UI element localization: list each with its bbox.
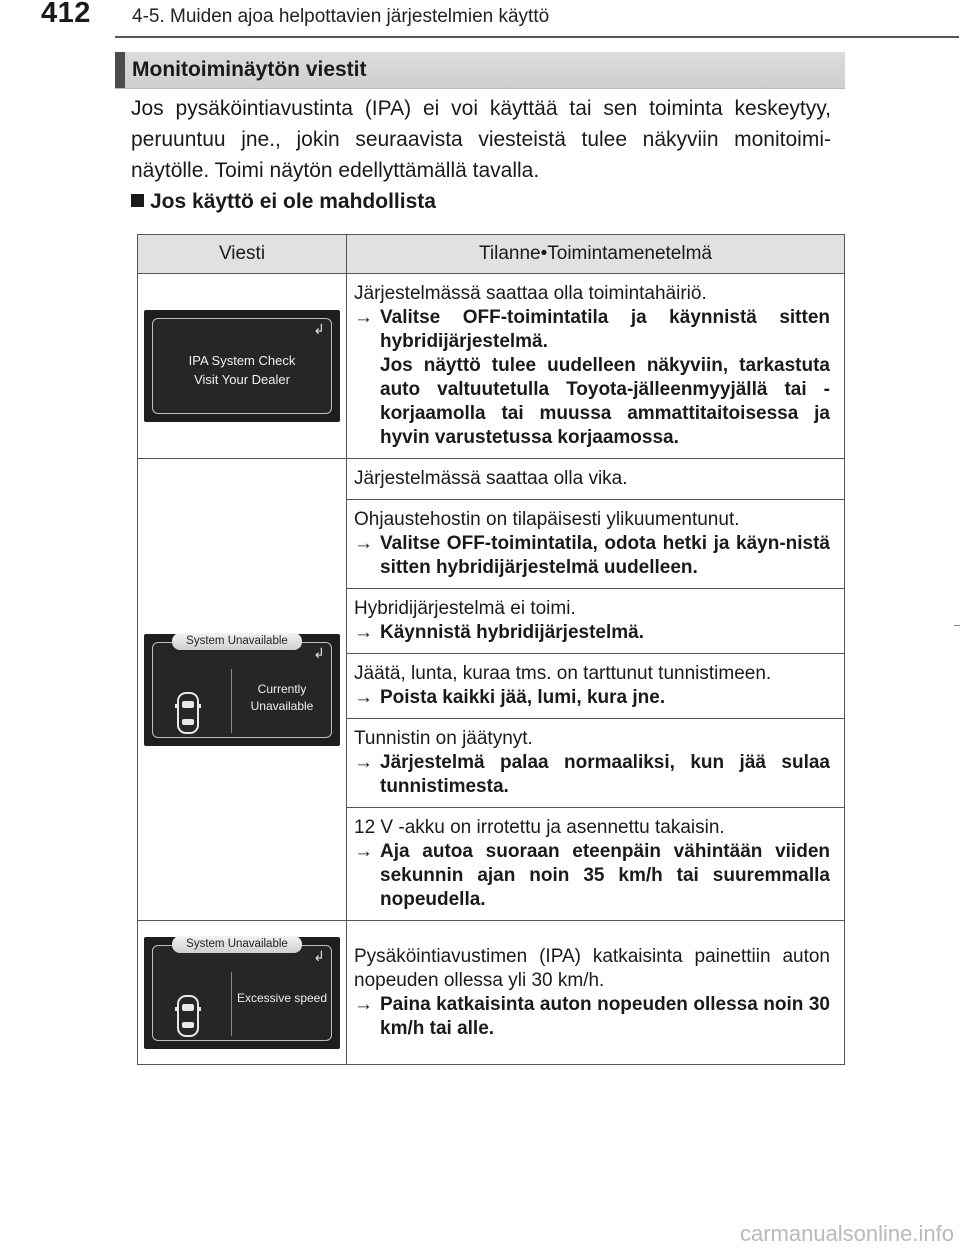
situation-item: Jäätä, lunta, kuraa tms. on tarttunut tunnistimeen. → Poista kaikki jää, lumi, kura jne. [347, 653, 844, 718]
situation-item: Ohjaustehostin on tilapäisesti ylikuumentunut. → Valitse OFF-toimintatila, odota hetki ja käyn-nistä sitten hybridijärjestelmä uudelleen. [347, 499, 844, 588]
screen-text: Unavailable [250, 698, 314, 713]
action-text: → Valitse OFF-toimintatila ja käynnistä sitten hybridijärjestelmä. [354, 306, 830, 354]
action-text: → Paina katkaisinta auton nopeuden ollessa noin 30 km/h tai alle. [354, 993, 830, 1041]
header-rule [115, 36, 959, 38]
situation-cell [347, 921, 845, 1065]
message-image-cell [138, 459, 347, 921]
table-row [138, 921, 845, 1065]
situation-item: Järjestelmässä saattaa olla vika. [354, 468, 628, 489]
action-text: → Järjestelmä palaa normaaliksi, kun jää sulaa tunnistimesta. [354, 751, 830, 799]
column-header-situation: Tilanne•Toimintamenetelmä [347, 235, 845, 274]
back-arrow-icon: ↲ [313, 321, 325, 337]
action-text: → Käynnistä hybridijärjestelmä. [354, 621, 830, 645]
screen-text: Excessive speed [236, 990, 328, 1005]
section-title: Monitoiminäytön viestit [132, 58, 367, 81]
message-image-cell [138, 274, 347, 459]
action-text: → Poista kaikki jää, lumi, kura jne. [354, 686, 830, 710]
display-ipa-system-check [144, 310, 340, 422]
intro-paragraph: Jos pysäköintiavustinta (IPA) ei voi käyttää tai sen toiminta keskeytyy, peruuntuu jne., jokin seuraavista viesteistä tulee näkyviin monitoimi-näytölle. Toimi näytön edellyttämällä tavalla. [131, 97, 831, 182]
screen-text: Currently [257, 681, 307, 696]
margin-tick [954, 625, 960, 626]
back-arrow-icon: ↲ [313, 644, 325, 661]
situation-cell [347, 274, 845, 459]
action-text: → Valitse OFF-toimintatila, odota hetki ja käyn-nistä sitten hybridijärjestelmä uudelleen. [354, 532, 830, 580]
table-row [138, 459, 845, 921]
table-row [138, 274, 845, 459]
car-top-view-icon [175, 994, 201, 1038]
status-pill: System Unavailable [172, 936, 302, 953]
car-top-view-icon [175, 691, 201, 735]
status-pill: System Unavailable [172, 633, 302, 650]
display-system-unavailable [144, 634, 340, 746]
situation-text: Järjestelmässä saattaa olla toimintahäiriö. [354, 283, 707, 304]
square-bullet-icon [131, 194, 144, 207]
subheading-text: Jos käyttö ei ole mahdollista [150, 190, 436, 213]
action-text: Jos näyttö tulee uudelleen näkyviin, tarkastuta auto valtuutetulla Toyota-jälleenmyyjällä tai -korjaamolla tai muussa ammattitaitoisessa ja hyvin varustetussa korjaamossa. [380, 355, 830, 448]
section-banner-bar [115, 52, 125, 88]
situation-text: Pysäköintiavustimen (IPA) katkaisinta painettiin auton nopeuden ollessa yli 30 km/h. [354, 945, 830, 991]
chapter-title: 4-5. Muiden ajoa helpottavien järjestelmien käyttö [132, 6, 550, 27]
display-excessive-speed [144, 937, 340, 1049]
table-header-row [138, 235, 845, 274]
watermark: carmanualsonline.info [739, 1221, 954, 1246]
message-image-cell [138, 921, 347, 1065]
message-table [137, 234, 845, 1065]
section-banner [115, 52, 845, 89]
situation-item: Tunnistin on jäätynyt. → Järjestelmä palaa normaaliksi, kun jää sulaa tunnistimesta. [347, 718, 844, 807]
action-text: → Aja autoa suoraan eteenpäin vähintään viiden sekunnin ajan noin 35 km/h tai suuremmalla nopeudella. [354, 840, 830, 912]
situation-item: Hybridijärjestelmä ei toimi. → Käynnistä hybridijärjestelmä. [347, 588, 844, 653]
situation-item: 12 V -akku on irrotettu ja asennettu takaisin. → Aja autoa suoraan eteenpäin vähintään viiden sekunnin ajan noin 35 km/h tai suuremmalla nopeudella. [347, 807, 844, 920]
page-number: 412 [41, 0, 91, 29]
screen-text: Visit Your Dealer [194, 372, 290, 387]
screen-text: IPA System Check [188, 353, 296, 368]
situation-cell [347, 459, 845, 921]
subheading [131, 190, 436, 214]
column-header-message: Viesti [138, 235, 347, 274]
back-arrow-icon: ↲ [313, 947, 325, 964]
